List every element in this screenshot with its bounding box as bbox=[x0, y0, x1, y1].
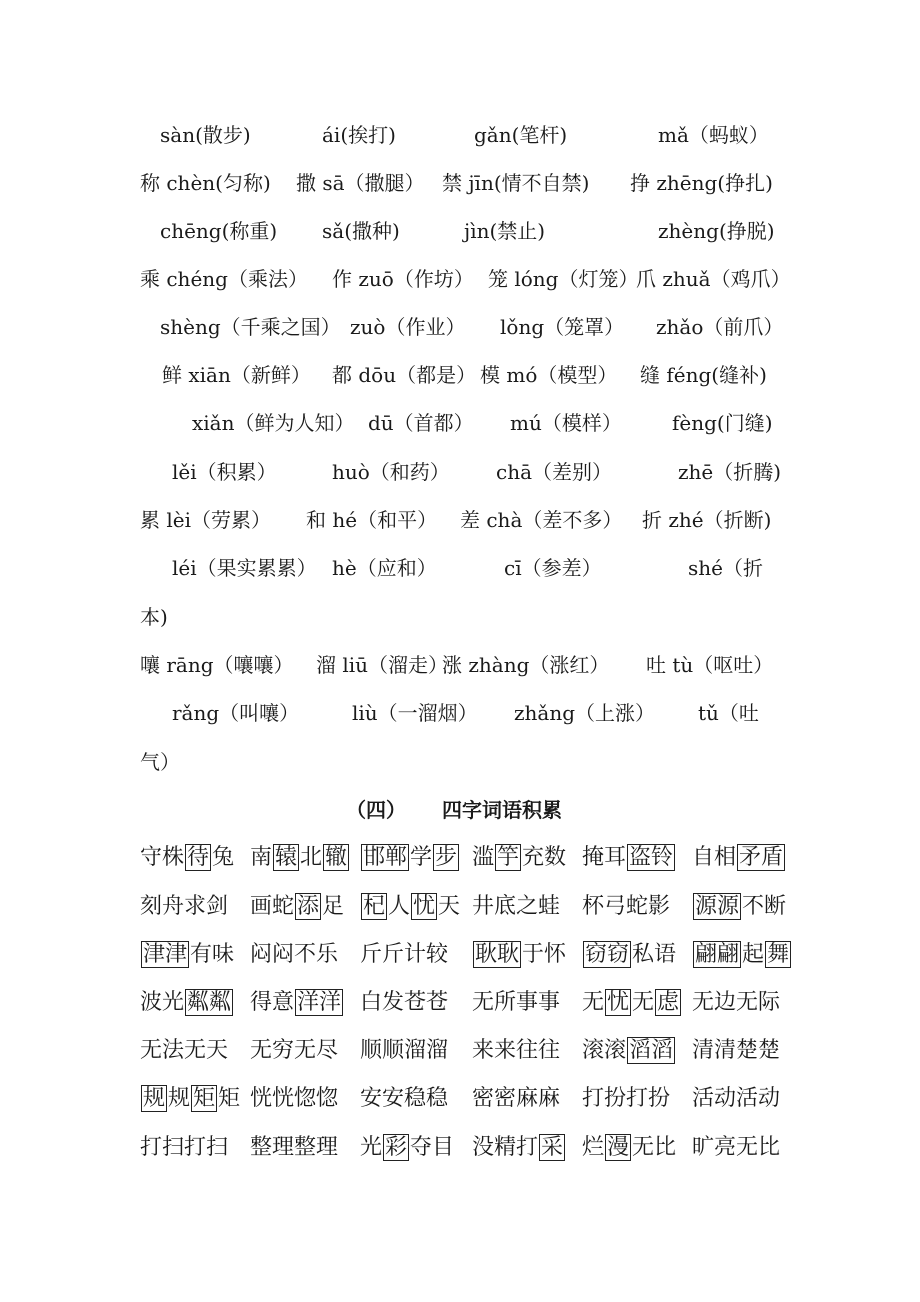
pinyin-entry: fèng(门缝) bbox=[672, 411, 773, 435]
idiom-text: 夺目 bbox=[410, 1135, 455, 1160]
idiom-text: 于怀 bbox=[522, 942, 567, 967]
idiom-row bbox=[0, 1080, 920, 1118]
pinyin-row bbox=[0, 455, 920, 489]
boxed-character: 规 bbox=[143, 1086, 166, 1111]
idiom-entry bbox=[250, 1129, 338, 1167]
idiom-text: 恍恍惚惚 bbox=[250, 1086, 339, 1111]
idiom-text: 学 bbox=[410, 845, 433, 870]
pinyin-entry: zhèng(挣脱) bbox=[658, 219, 775, 243]
idiom-text: 北 bbox=[300, 845, 323, 870]
pinyin-entry: ái(挨打) bbox=[322, 123, 396, 147]
pinyin-entry: léi（果实累累） bbox=[172, 556, 317, 580]
pinyin-entry: sàn(散步) bbox=[160, 123, 251, 147]
idiom-text: 杯弓蛇影 bbox=[582, 894, 671, 919]
pinyin-entry: chā（差别） bbox=[496, 460, 613, 484]
boxed-character: 滔滔 bbox=[629, 1038, 674, 1063]
idiom-text: 整理整理 bbox=[250, 1135, 339, 1160]
pinyin-entry: 爪 zhuǎ（鸡爪） bbox=[636, 267, 791, 291]
idiom-entry bbox=[692, 1080, 780, 1118]
pinyin-entry: cī（参差） bbox=[504, 556, 602, 580]
idiom-entry bbox=[360, 984, 448, 1022]
idiom-entry bbox=[140, 839, 234, 877]
idiom-text: 守株 bbox=[140, 845, 185, 870]
idiom-text: 打扮打扮 bbox=[582, 1086, 671, 1111]
idiom-text: 闷闷不乐 bbox=[250, 942, 339, 967]
pinyin-entry: liù（一溜烟） bbox=[352, 701, 478, 725]
idiom-entry bbox=[582, 888, 670, 926]
boxed-character: 辕 bbox=[275, 845, 298, 870]
boxed-character: 步 bbox=[435, 845, 458, 870]
boxed-character: 矛盾 bbox=[739, 845, 784, 870]
boxed-character: 采 bbox=[541, 1135, 564, 1160]
idiom-entry bbox=[360, 1080, 448, 1118]
idiom-text: 人 bbox=[388, 894, 411, 919]
boxed-character: 竽 bbox=[497, 845, 520, 870]
boxed-character: 待 bbox=[187, 845, 210, 870]
idiom-entry bbox=[360, 1129, 454, 1167]
pinyin-entry: 差 chà（差不多） bbox=[460, 508, 623, 532]
section-heading bbox=[0, 792, 920, 828]
section-number: （四） bbox=[346, 798, 406, 822]
idiom-text: 斤斤计较 bbox=[360, 942, 449, 967]
idiom-text: 自相 bbox=[692, 845, 737, 870]
pinyin-entry: 和 hé（和平） bbox=[306, 508, 438, 532]
idiom-entry bbox=[360, 839, 460, 877]
pinyin-entry: huò（和药） bbox=[332, 460, 450, 484]
idiom-text: 起 bbox=[742, 942, 765, 967]
idiom-text: 无 bbox=[582, 990, 605, 1015]
pinyin-entry: shé（折 bbox=[688, 556, 763, 580]
pinyin-entry: dū（首都） bbox=[368, 411, 474, 435]
idiom-entry bbox=[582, 984, 682, 1022]
pinyin-entry: 吐 tù（呕吐） bbox=[646, 653, 774, 677]
boxed-character: 虑 bbox=[657, 990, 680, 1015]
pinyin-entry: xiǎn（鲜为人知） bbox=[192, 411, 355, 435]
idiom-text: 兔 bbox=[212, 845, 235, 870]
idiom-entry bbox=[140, 1080, 240, 1118]
idiom-entry bbox=[250, 1080, 338, 1118]
boxed-character: 窃窃 bbox=[585, 942, 630, 967]
pinyin-entry: 缝 féng(缝补) bbox=[640, 363, 767, 387]
idiom-text: 刻舟求剑 bbox=[140, 894, 229, 919]
idiom-entry bbox=[472, 839, 566, 877]
idiom-text: 天 bbox=[438, 894, 461, 919]
idiom-entry bbox=[472, 1032, 560, 1070]
pinyin-entry: 嚷 rāng（嚷嚷） bbox=[140, 653, 294, 677]
pinyin-entry: chēng(称重) bbox=[160, 219, 278, 243]
pinyin-entry: 都 dōu（都是） bbox=[332, 363, 477, 387]
idiom-text: 来来往往 bbox=[472, 1038, 561, 1063]
idiom-text: 没精打 bbox=[472, 1135, 539, 1160]
pinyin-row bbox=[0, 310, 920, 344]
pinyin-entry: 禁 jīn(情不自禁) bbox=[442, 171, 590, 195]
idiom-entry bbox=[692, 888, 786, 926]
idiom-text: 无法无天 bbox=[140, 1038, 229, 1063]
boxed-character: 舞 bbox=[767, 942, 790, 967]
pinyin-entry: gǎn(笔杆) bbox=[474, 123, 568, 147]
pinyin-entry: mú（模样） bbox=[510, 411, 622, 435]
idiom-text: 活动活动 bbox=[692, 1086, 781, 1111]
idiom-entry bbox=[140, 1032, 228, 1070]
idiom-entry bbox=[250, 984, 344, 1022]
idiom-row bbox=[0, 936, 920, 974]
idiom-entry bbox=[472, 1129, 566, 1167]
section-title: 四字词语积累 bbox=[442, 798, 562, 822]
idiom-row bbox=[0, 1129, 920, 1167]
idiom-entry bbox=[360, 936, 448, 974]
idiom-entry bbox=[582, 1080, 670, 1118]
pinyin-entry: 作 zuō（作坊） bbox=[332, 267, 474, 291]
pinyin-entry: 模 mó（模型） bbox=[480, 363, 618, 387]
pinyin-row bbox=[0, 551, 920, 585]
idiom-text: 光 bbox=[360, 1135, 383, 1160]
idiom-entry bbox=[472, 888, 560, 926]
boxed-character: 邯郸 bbox=[363, 845, 408, 870]
idiom-text: 滚滚 bbox=[582, 1038, 627, 1063]
idiom-entry bbox=[250, 839, 350, 877]
idiom-entry bbox=[582, 936, 676, 974]
pinyin-entry: 笼 lóng（灯笼） bbox=[488, 267, 639, 291]
idiom-text: 无比 bbox=[632, 1135, 677, 1160]
boxed-character: 忧 bbox=[413, 894, 436, 919]
idiom-entry bbox=[472, 936, 566, 974]
idiom-entry bbox=[472, 984, 560, 1022]
boxed-character: 盗铃 bbox=[629, 845, 674, 870]
idiom-text: 不断 bbox=[742, 894, 787, 919]
boxed-character: 源源 bbox=[695, 894, 740, 919]
pinyin-row bbox=[0, 262, 920, 296]
idiom-text: 烂 bbox=[582, 1135, 605, 1160]
pinyin-entry: 溜 liū（溜走） bbox=[316, 653, 449, 677]
idiom-entry bbox=[692, 839, 786, 877]
pinyin-row bbox=[0, 745, 920, 779]
boxed-character: 忧 bbox=[607, 990, 630, 1015]
pinyin-entry: 累 lèi（劳累） bbox=[140, 508, 271, 532]
pinyin-row bbox=[0, 503, 920, 537]
pinyin-row bbox=[0, 118, 920, 152]
pinyin-entry: lěi（积累） bbox=[172, 460, 277, 484]
idiom-text: 白发苍苍 bbox=[360, 990, 449, 1015]
idiom-entry bbox=[472, 1080, 560, 1118]
pinyin-entry: 挣 zhēng(挣扎) bbox=[630, 171, 773, 195]
idiom-entry bbox=[140, 888, 228, 926]
pinyin-entry: mǎ（蚂蚁） bbox=[658, 123, 769, 147]
idiom-text: 画蛇 bbox=[250, 894, 295, 919]
pinyin-entry: 称 chèn(匀称) bbox=[140, 171, 271, 195]
idiom-entry bbox=[140, 936, 234, 974]
boxed-character: 洋洋 bbox=[297, 990, 342, 1015]
pinyin-entry: zuò（作业） bbox=[350, 315, 466, 339]
pinyin-entry: 本) bbox=[140, 605, 168, 629]
idiom-text: 密密麻麻 bbox=[472, 1086, 561, 1111]
idiom-entry bbox=[692, 936, 792, 974]
idiom-text: 滥 bbox=[472, 845, 495, 870]
pinyin-row bbox=[0, 214, 920, 248]
boxed-character: 耿耿 bbox=[475, 942, 520, 967]
pinyin-entry: hè（应和） bbox=[332, 556, 437, 580]
idiom-text: 掩耳 bbox=[582, 845, 627, 870]
idiom-row bbox=[0, 984, 920, 1022]
boxed-character: 杞 bbox=[363, 894, 386, 919]
idiom-text: 得意 bbox=[250, 990, 295, 1015]
pinyin-row bbox=[0, 600, 920, 634]
idiom-row bbox=[0, 1032, 920, 1070]
idiom-entry bbox=[582, 1129, 676, 1167]
idiom-text: 私语 bbox=[632, 942, 677, 967]
idiom-entry bbox=[692, 984, 780, 1022]
pinyin-entry: lǒng（笼罩） bbox=[500, 315, 625, 339]
pinyin-entry: 折 zhé（折断) bbox=[642, 508, 772, 532]
pinyin-entry: tǔ（吐 bbox=[698, 701, 759, 725]
pinyin-row bbox=[0, 696, 920, 730]
pinyin-entry: rǎng（叫嚷） bbox=[172, 701, 300, 725]
idiom-text: 矩 bbox=[218, 1086, 241, 1111]
idiom-row bbox=[0, 888, 920, 926]
idiom-text: 旷亮无比 bbox=[692, 1135, 781, 1160]
idiom-text: 无所事事 bbox=[472, 990, 561, 1015]
idiom-text: 有味 bbox=[190, 942, 235, 967]
idiom-entry bbox=[582, 839, 676, 877]
idiom-entry bbox=[582, 1032, 676, 1070]
pinyin-row bbox=[0, 166, 920, 200]
idiom-text: 波光 bbox=[140, 990, 185, 1015]
pinyin-row bbox=[0, 358, 920, 392]
boxed-character: 矩 bbox=[193, 1086, 216, 1111]
idiom-entry bbox=[360, 1032, 448, 1070]
idiom-entry bbox=[360, 888, 460, 926]
idiom-entry bbox=[250, 1032, 338, 1070]
pinyin-entry: shèng（千乘之国） bbox=[160, 315, 341, 339]
idiom-text: 充数 bbox=[522, 845, 567, 870]
idiom-text: 安安稳稳 bbox=[360, 1086, 449, 1111]
idiom-text: 顺顺溜溜 bbox=[360, 1038, 449, 1063]
idiom-entry bbox=[140, 1129, 228, 1167]
idiom-entry bbox=[250, 888, 344, 926]
idiom-row bbox=[0, 839, 920, 877]
idiom-text: 无 bbox=[632, 990, 655, 1015]
idiom-text: 打扫打扫 bbox=[140, 1135, 229, 1160]
idiom-entry bbox=[140, 984, 234, 1022]
pinyin-entry: sǎ(撒种) bbox=[322, 219, 400, 243]
boxed-character: 辙 bbox=[325, 845, 348, 870]
idiom-text: 无穷无尽 bbox=[250, 1038, 339, 1063]
pinyin-entry: 鲜 xiān（新鲜） bbox=[162, 363, 311, 387]
pinyin-entry: zhǎng（上涨） bbox=[514, 701, 656, 725]
pinyin-entry: zhǎo（前爪） bbox=[656, 315, 784, 339]
idiom-text: 南 bbox=[250, 845, 273, 870]
pinyin-entry: 涨 zhàng（涨红） bbox=[442, 653, 610, 677]
pinyin-row bbox=[0, 406, 920, 440]
boxed-character: 粼粼 bbox=[187, 990, 232, 1015]
idiom-text: 井底之蛙 bbox=[472, 894, 561, 919]
idiom-text: 规 bbox=[168, 1086, 191, 1111]
pinyin-entry: zhē（折腾) bbox=[678, 460, 782, 484]
pinyin-entry: jìn(禁止) bbox=[464, 219, 546, 243]
pinyin-entry: 乘 chéng（乘法） bbox=[140, 267, 308, 291]
idiom-text: 清清楚楚 bbox=[692, 1038, 781, 1063]
boxed-character: 添 bbox=[297, 894, 320, 919]
idiom-text: 足 bbox=[322, 894, 345, 919]
boxed-character: 津津 bbox=[143, 942, 188, 967]
pinyin-entry: 气） bbox=[140, 750, 180, 774]
idiom-entry bbox=[692, 1032, 780, 1070]
idiom-text: 无边无际 bbox=[692, 990, 781, 1015]
boxed-character: 翩翩 bbox=[695, 942, 740, 967]
boxed-character: 彩 bbox=[385, 1135, 408, 1160]
idiom-entry bbox=[250, 936, 338, 974]
boxed-character: 漫 bbox=[607, 1135, 630, 1160]
pinyin-entry: 撒 sā（撒腿） bbox=[296, 171, 425, 195]
pinyin-row bbox=[0, 648, 920, 682]
idiom-entry bbox=[692, 1129, 780, 1167]
